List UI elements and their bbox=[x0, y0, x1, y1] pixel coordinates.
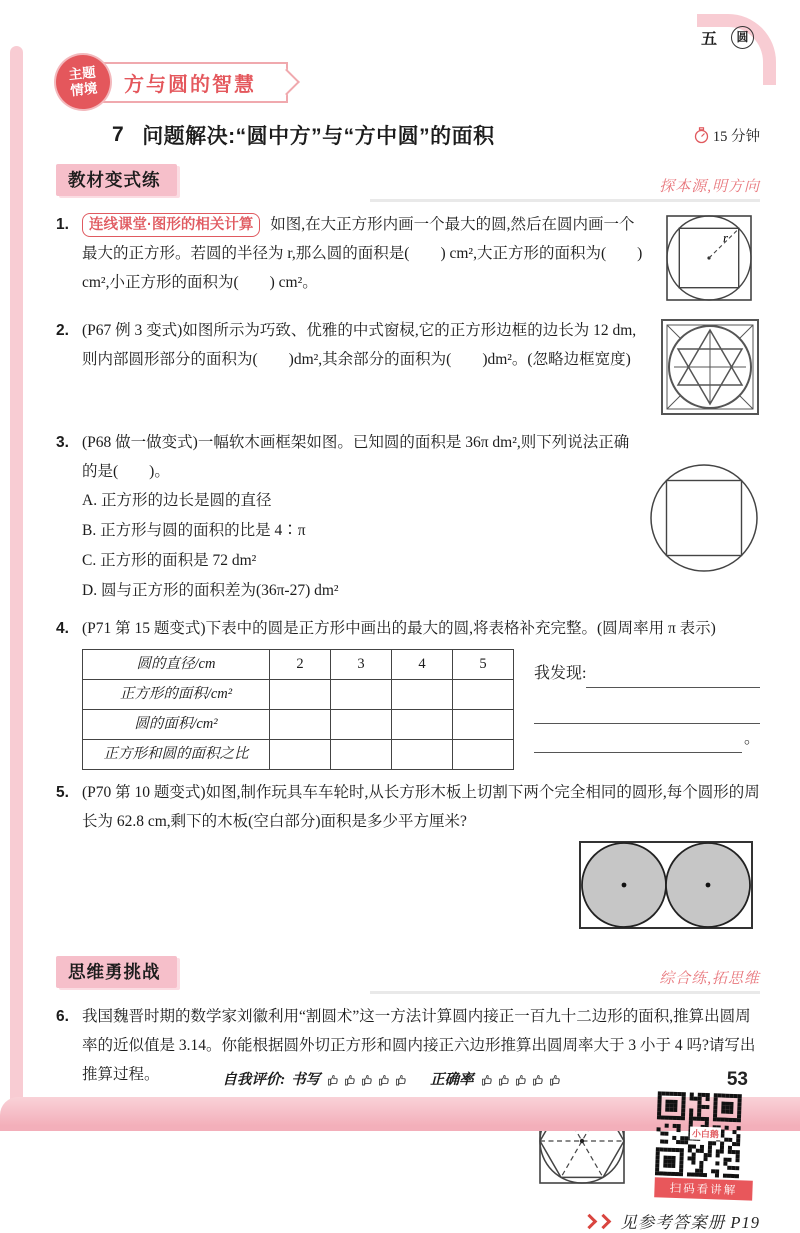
table-header-value: 2 bbox=[270, 650, 331, 680]
chevron-icon bbox=[596, 1213, 612, 1229]
question-4-text: (P71 第 15 题变式)下表中的圆是正方形中画出的最大的圆,将表格补充完整。(圆周率用 π 表示) bbox=[82, 620, 716, 637]
table-row bbox=[83, 710, 514, 740]
table-header-label: 圆的直径/cm bbox=[83, 650, 270, 680]
self-evaluation-bar bbox=[0, 1068, 800, 1089]
question-1-text: 如图,在大正方形内画一个最大的圆,然后在圆内画一个最大的正方形。若圆的半径为 r,那么圆的面积是( ) cm²,大正方形的面积为( ) cm²,小正方形的面积为( ) cm²。 bbox=[82, 216, 643, 291]
discover-row bbox=[534, 659, 760, 688]
question-1-tag: 连线课堂·图形的相关计算 bbox=[82, 213, 260, 237]
empty-cell bbox=[331, 740, 392, 770]
section-textbook-header bbox=[56, 164, 760, 196]
answer-blank-line bbox=[534, 696, 760, 724]
qr-caption: 扫码看讲解 bbox=[654, 1177, 753, 1200]
writing-label: 书写 bbox=[291, 1072, 321, 1088]
question-2-text: (P67 例 3 变式)如图所示为巧致、优雅的中式窗棂,它的正方形边框的边长为 12 dm,则内部圆形部分的面积为( )dm²,其余部分的面积为( )dm²。(忽略边框宽度) bbox=[82, 322, 637, 368]
question-3-figure bbox=[648, 462, 760, 574]
question-2-figure bbox=[660, 318, 760, 416]
chapter-header bbox=[701, 26, 754, 49]
question-6-text: 我国魏晋时期的数学家刘徽利用“割圆术”这一方法计算圆内接正一百九十二边形的面积,推算出圆周率的近似值是 3.14。你能根据圆外切正方形和圆内接正六边形推算出圆周率大于 3 小于 4 吗?请写出推算过程。 bbox=[82, 1008, 756, 1083]
pink-frame-left bbox=[10, 46, 23, 1101]
lesson-title: 问题解决:“圆中方”与“方中圆”的面积 bbox=[142, 125, 495, 148]
table-row bbox=[83, 680, 514, 710]
stopwatch-icon bbox=[694, 127, 709, 144]
question-2 bbox=[56, 316, 760, 420]
question-1-number: 1. bbox=[56, 216, 69, 233]
section-textbook-subtitle: 探本源,明方向 bbox=[659, 179, 760, 195]
writing-thumbs bbox=[326, 1071, 410, 1087]
thumb-up-icon bbox=[360, 1071, 376, 1087]
radius-label: r bbox=[723, 230, 729, 245]
accuracy-label: 正确率 bbox=[430, 1072, 474, 1088]
question-6-number: 6. bbox=[56, 1008, 69, 1025]
question-5-figure bbox=[82, 840, 760, 940]
empty-cell bbox=[392, 680, 453, 710]
discover-row bbox=[534, 724, 760, 753]
chapter-number: 五 bbox=[700, 31, 717, 48]
question-2-number: 2. bbox=[56, 322, 69, 339]
option-c: C. 正方形的面积是 72 dm² bbox=[82, 552, 257, 569]
question-1-figure bbox=[660, 212, 760, 304]
section-textbook-label: 教材变式练 bbox=[56, 164, 177, 196]
empty-cell bbox=[270, 680, 331, 710]
question-1 bbox=[56, 210, 760, 308]
qr-code bbox=[654, 1091, 756, 1200]
thumb-up-icon bbox=[497, 1071, 513, 1087]
question-3-number: 3. bbox=[56, 434, 69, 451]
theme-banner bbox=[56, 54, 760, 110]
qr-center-label: 小白鹅 bbox=[690, 1126, 721, 1140]
question-2-body bbox=[82, 316, 760, 420]
answer-blank-line bbox=[534, 725, 742, 753]
question-1-body bbox=[82, 210, 760, 308]
empty-cell bbox=[453, 740, 514, 770]
table-header-value: 4 bbox=[392, 650, 453, 680]
table-row bbox=[83, 650, 514, 680]
answer-blank-line bbox=[586, 660, 760, 688]
empty-cell bbox=[270, 710, 331, 740]
section-challenge-header bbox=[56, 956, 760, 988]
question-4-body bbox=[82, 614, 760, 770]
option-a: A. 正方形的边长是圆的直径 bbox=[82, 492, 272, 509]
stamp-line2: 情境 bbox=[69, 80, 98, 99]
question-3 bbox=[56, 428, 760, 606]
end-period: 。 bbox=[743, 730, 760, 747]
empty-cell bbox=[270, 740, 331, 770]
page-content bbox=[56, 0, 760, 1233]
question-5-number: 5. bbox=[56, 784, 69, 801]
thumb-up-icon bbox=[326, 1071, 342, 1087]
duration-box bbox=[694, 125, 760, 146]
table-row bbox=[83, 740, 514, 770]
question-4-number: 4. bbox=[56, 620, 69, 637]
table-row-label: 正方形的面积/cm² bbox=[83, 680, 270, 710]
empty-cell bbox=[331, 680, 392, 710]
empty-cell bbox=[331, 710, 392, 740]
accuracy-thumbs bbox=[480, 1071, 564, 1087]
section-challenge-subtitle: 综合练,拓思维 bbox=[659, 971, 760, 987]
empty-cell bbox=[453, 710, 514, 740]
thumb-up-icon bbox=[343, 1071, 359, 1087]
thumb-up-icon bbox=[514, 1071, 530, 1087]
stamp-line1: 主题 bbox=[67, 64, 97, 83]
empty-cell bbox=[453, 680, 514, 710]
option-b: B. 正方形与圆的面积的比是 4∶π bbox=[82, 522, 306, 539]
question-4-layout bbox=[82, 649, 760, 770]
duration-text: 15 分钟 bbox=[712, 128, 760, 145]
page-number: 53 bbox=[726, 1069, 748, 1090]
thumb-up-icon bbox=[394, 1071, 410, 1087]
unit-badge: 圆 bbox=[731, 26, 754, 49]
lesson-title-row bbox=[56, 120, 760, 150]
thumb-up-icon bbox=[531, 1071, 547, 1087]
answer-reference-row bbox=[56, 1209, 760, 1233]
table-header-value: 5 bbox=[453, 650, 514, 680]
self-eval-label: 自我评价: bbox=[222, 1072, 286, 1088]
option-d: D. 圆与正方形的面积差为(36π-27) dm² bbox=[82, 582, 339, 599]
section-challenge-label: 思维勇挑战 bbox=[56, 956, 177, 988]
question-4 bbox=[56, 614, 760, 770]
thumb-up-icon bbox=[480, 1071, 496, 1087]
table-row-label: 正方形和圆的面积之比 bbox=[83, 740, 270, 770]
discover-block bbox=[514, 649, 760, 770]
section-divider bbox=[370, 991, 760, 994]
table-header-value: 3 bbox=[331, 650, 392, 680]
question-3-options bbox=[82, 486, 630, 606]
thumb-up-icon bbox=[377, 1071, 393, 1087]
pink-frame-corner bbox=[697, 14, 776, 85]
discover-label: 我发现: bbox=[534, 665, 587, 682]
table-row-label: 圆的面积/cm² bbox=[83, 710, 270, 740]
question-5 bbox=[56, 778, 760, 940]
diameter-table bbox=[82, 649, 514, 770]
question-3-text: (P68 做一做变式)一幅软木画框架如图。已知圆的面积是 36π dm²,则下列说法正确的是( )。 bbox=[82, 434, 630, 480]
answer-reference-text: 见参考答案册 P19 bbox=[620, 1213, 760, 1232]
empty-cell bbox=[392, 710, 453, 740]
question-5-body bbox=[82, 778, 760, 940]
section-divider bbox=[370, 199, 760, 202]
theme-ribbon: 方与圆的智慧 bbox=[102, 62, 288, 103]
question-3-body bbox=[82, 428, 760, 606]
lesson-number: 7 bbox=[112, 123, 125, 146]
thumb-up-icon bbox=[548, 1071, 564, 1087]
question-5-text: (P70 第 10 题变式)如图,制作玩具车车轮时,从长方形木板上切割下两个完全相同的圆形,每个圆形的周长为 62.8 cm,剩下的木板(空白部分)面积是多少平方厘米? bbox=[82, 784, 760, 830]
empty-cell bbox=[392, 740, 453, 770]
